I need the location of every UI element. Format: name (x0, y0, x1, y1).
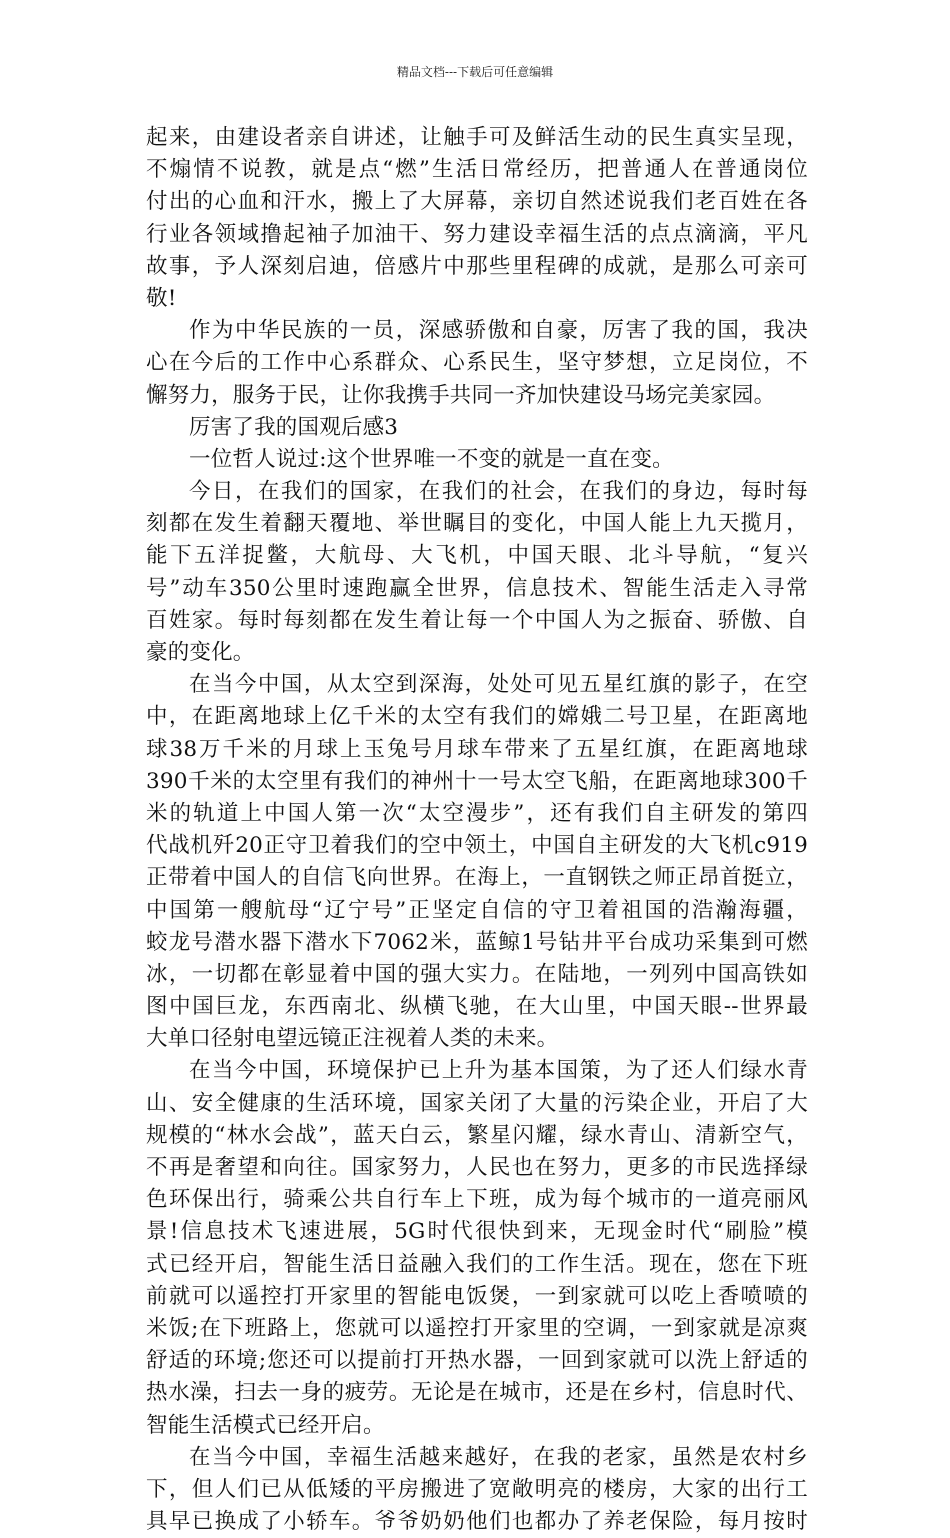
text-line: 作为中华民族的一员，深感骄傲和自豪，厉害了我的国，我决 (189, 318, 808, 344)
text-line: 舒适的环境;您还可以提前打开热水器，一回到家就可以洗上舒适的 (146, 1348, 808, 1374)
paragraph (146, 122, 808, 315)
text-line: 今日，在我们的国家，在我们的社会，在我们的身边，每时每 (189, 479, 808, 505)
paragraph (146, 444, 808, 476)
text-line: 代战机歼20正守卫着我们的空中领土，中国自主研发的大飞机c919 (146, 833, 808, 859)
text-line: 正带着中国人的自信飞向世界。在海上，一直钢铁之师正昂首挺立， (146, 865, 808, 891)
text-line: 号”动车350公里时速跑赢全世界，信息技术、智能生活走入寻常 (146, 575, 808, 601)
text-line: 下，但人们已从低矮的平房搬进了宽敞明亮的楼房，大家的出行工 (146, 1476, 808, 1502)
text-line: 懈努力，服务于民，让你我携手共同一齐加快建设马场完美家园。 (146, 382, 776, 408)
text-line: 心在今后的工作中心系群众、心系民生，坚守梦想，立足岗位，不 (146, 350, 808, 376)
text-line: 球38万千米的月球上玉兔号月球车带来了五星红旗，在距离地球 (146, 736, 808, 762)
text-line: 行业各领域撸起袖子加油干、努力建设幸福生活的点点滴滴，平凡 (146, 221, 808, 247)
text-line: 不再是奢望和向往。国家努力，人民也在努力，更多的市民选择绿 (146, 1155, 808, 1180)
text-line: 具早已换成了小轿车。爷爷奶奶他们也都办了养老保险，每月按时 (146, 1509, 808, 1535)
text-line: 百姓家。每时每刻都在发生着让每一个中国人为之振奋、骄傲、自 (146, 607, 808, 633)
text-line: 冰，一切都在彰显着中国的强大实力。在陆地，一列列中国高铁如 (146, 961, 808, 987)
text-line: 在当今中国，幸福生活越来越好，在我的老家，虽然是农村乡 (189, 1444, 808, 1470)
text-line: 山、安全健康的生活环境，国家关闭了大量的污染企业，开启了大 (146, 1090, 808, 1116)
text-line: 中国第一艘航母“辽宁号”正坚定自信的守卫着祖国的浩瀚海疆， (146, 897, 808, 923)
text-line: 豪的变化。 (146, 640, 255, 665)
page-header-text: 精品文档---下载后可任意编辑 (396, 65, 554, 79)
text-line: 米的轨道上中国人第一次“太空漫步”，还有我们自主研发的第四 (146, 800, 808, 826)
text-line: 敬! (146, 285, 177, 311)
text-line: 式已经开启，智能生活日益融入我们的工作生活。现在，您在下班 (146, 1251, 808, 1277)
text-line: 色环保出行，骑乘公共自行车上下班，成为每个城市的一道亮丽风 (146, 1187, 808, 1213)
paragraph (146, 1442, 808, 1538)
text-line: 故事，予人深刻启迪，倍感片中那些里程碑的成就，是那么可亲可 (146, 253, 808, 279)
text-line: 能下五洋捉鳖，大航母、大飞机，中国天眼、北斗导航，“复兴 (146, 543, 808, 569)
text-line: 一位哲人说过:这个世界唯一不变的就是一直在变。 (189, 446, 674, 472)
paragraph (146, 669, 808, 1055)
paragraph (146, 315, 808, 412)
text-line: 厉害了我的国观后感3 (189, 414, 399, 440)
text-line: 390千米的太空里有我们的神州十一号太空飞船，在距离地球300千 (146, 768, 808, 794)
text-line: 图中国巨龙，东西南北、纵横飞驰，在大山里，中国天眼--世界最 (146, 994, 808, 1020)
text-line: 景!信息技术飞速进展，5G时代很快到来，无现金时代“刷脸”模 (146, 1219, 808, 1245)
text-line: 米饭;在下班路上，您就可以遥控打开家里的空调，一到家就是凉爽 (146, 1315, 808, 1341)
page-header (0, 64, 950, 80)
text-line: 刻都在发生着翻天覆地、举世瞩目的变化，中国人能上九天揽月， (146, 511, 808, 537)
text-line: 智能生活模式已经开启。 (146, 1412, 385, 1438)
text-line: 前就可以遥控打开家里的智能电饭煲，一到家就可以吃上香喷喷的 (146, 1283, 808, 1309)
text-line: 大单口径射电望远镜正注视着人类的未来。 (146, 1026, 559, 1052)
text-line: 起来，由建设者亲自讲述，让触手可及鲜活生动的民生真实呈现， (146, 125, 808, 150)
document-body (146, 122, 808, 1538)
paragraph (146, 1055, 808, 1441)
text-line: 规模的“林水会战”，蓝天白云，繁星闪耀，绿水青山、清新空气， (146, 1122, 808, 1148)
text-line: 蛟龙号潜水器下潜水下7062米，蓝鲸1号钻井平台成功采集到可燃 (146, 929, 808, 955)
paragraph (146, 412, 808, 444)
text-line: 热水澡，扫去一身的疲劳。无论是在城市，还是在乡村，信息时代、 (146, 1380, 808, 1406)
text-line: 在当今中国，从太空到深海，处处可见五星红旗的影子，在空 (189, 672, 808, 698)
text-line: 付出的心血和汗水，搬上了大屏幕，亲切自然述说我们老百姓在各 (146, 189, 808, 215)
text-line: 中，在距离地球上亿千米的太空有我们的嫦娥二号卫星，在距离地 (146, 704, 808, 730)
paragraph (146, 476, 808, 669)
text-line: 不煽情不说教，就是点“燃”生活日常经历，把普通人在普通岗位 (146, 157, 808, 183)
text-line: 在当今中国，环境保护已上升为基本国策，为了还人们绿水青 (189, 1058, 808, 1084)
